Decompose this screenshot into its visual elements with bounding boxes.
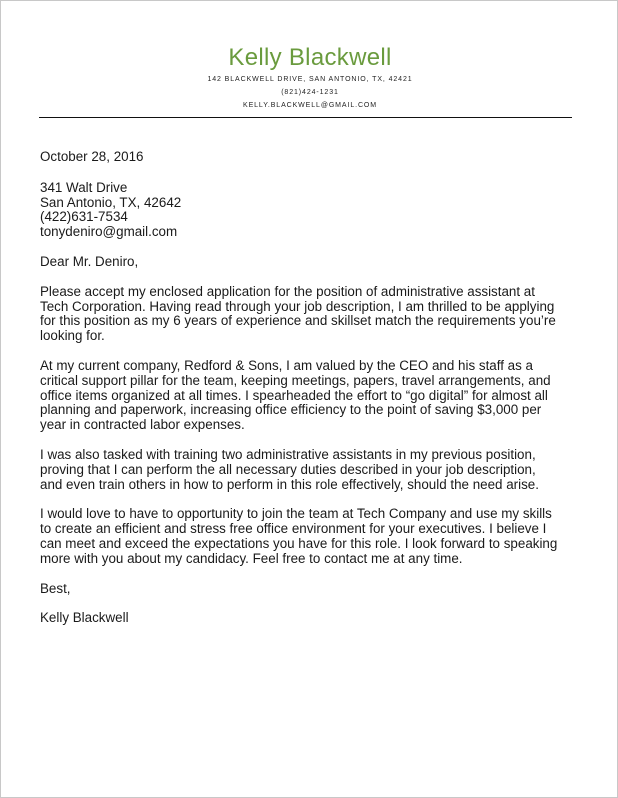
header-divider xyxy=(39,117,572,118)
recipient-address-block xyxy=(40,181,580,240)
sender-address: 142 BLACKWELL DRIVE, SAN ANTONIO, TX, 42421 xyxy=(207,76,413,83)
paragraph-line: I was also tasked with training two administrative assistants in my previous position, xyxy=(40,446,536,462)
paragraph-line: planning and paperwork, increasing office efficiency to the point of saving $3,000 per xyxy=(40,402,542,418)
paragraph-4 xyxy=(40,507,580,566)
paragraph-line: can meet and exceed the expectations you have for this role. I look forward to speaking xyxy=(40,535,558,551)
paragraph-line: critical support pillar for the team, keeping meetings, papers, travel arrangements, and xyxy=(40,372,551,388)
signature-name: Kelly Blackwell xyxy=(40,610,129,626)
sender-name: Kelly Blackwell xyxy=(228,44,392,71)
closing: Best, xyxy=(40,580,71,596)
paragraph-line: proving that I can perform the all necessary duties described in your job description, xyxy=(40,461,536,477)
paragraph-line: Please accept my enclosed application for the position of administrative assistant at xyxy=(40,283,535,299)
paragraph-line: I would love to have to opportunity to join the team at Tech Company and use my skills xyxy=(40,506,552,522)
recipient-phone: (422)631-7534 xyxy=(40,209,128,225)
paragraph-line: for this position as my 6 years of experience and skillset match the requirements you’re xyxy=(40,313,556,329)
letter-body xyxy=(40,150,580,626)
letterhead xyxy=(1,43,618,112)
salutation: Dear Mr. Deniro, xyxy=(40,253,139,269)
paragraph-3 xyxy=(40,448,580,492)
sender-phone: (821)424-1231 xyxy=(281,89,339,96)
paragraph-line: and even train others in how to perform in this role effectively, should the need arise. xyxy=(40,476,539,492)
letter-date: October 28, 2016 xyxy=(40,149,144,164)
sender-email: KELLY.BLACKWELL@GMAIL.COM xyxy=(243,102,377,109)
paragraph-line: year in contracted labor expenses. xyxy=(40,417,245,433)
paragraph-line: office items organized at all times. I spearheaded the effort to “go digital” for almost all xyxy=(40,387,548,403)
recipient-city-state-zip: San Antonio, TX, 42642 xyxy=(40,194,182,210)
paragraph-line: looking for. xyxy=(40,328,105,344)
paragraph-line: Tech Corporation. Having read through your job description, I am thrilled to be applying xyxy=(40,298,555,314)
paragraph-1 xyxy=(40,285,580,344)
paragraph-line: more with you about my candidacy. Feel free to contact me at any time. xyxy=(40,550,463,566)
paragraph-line: to create an efficient and stress free office environment for your executives. I believe I xyxy=(40,521,547,537)
paragraph-line: At my current company, Redford & Sons, I am valued by the CEO and his staff as a xyxy=(40,357,533,373)
paragraph-2 xyxy=(40,359,580,433)
recipient-street: 341 Walt Drive xyxy=(40,179,128,195)
recipient-email: tonydeniro@gmail.com xyxy=(40,224,178,240)
